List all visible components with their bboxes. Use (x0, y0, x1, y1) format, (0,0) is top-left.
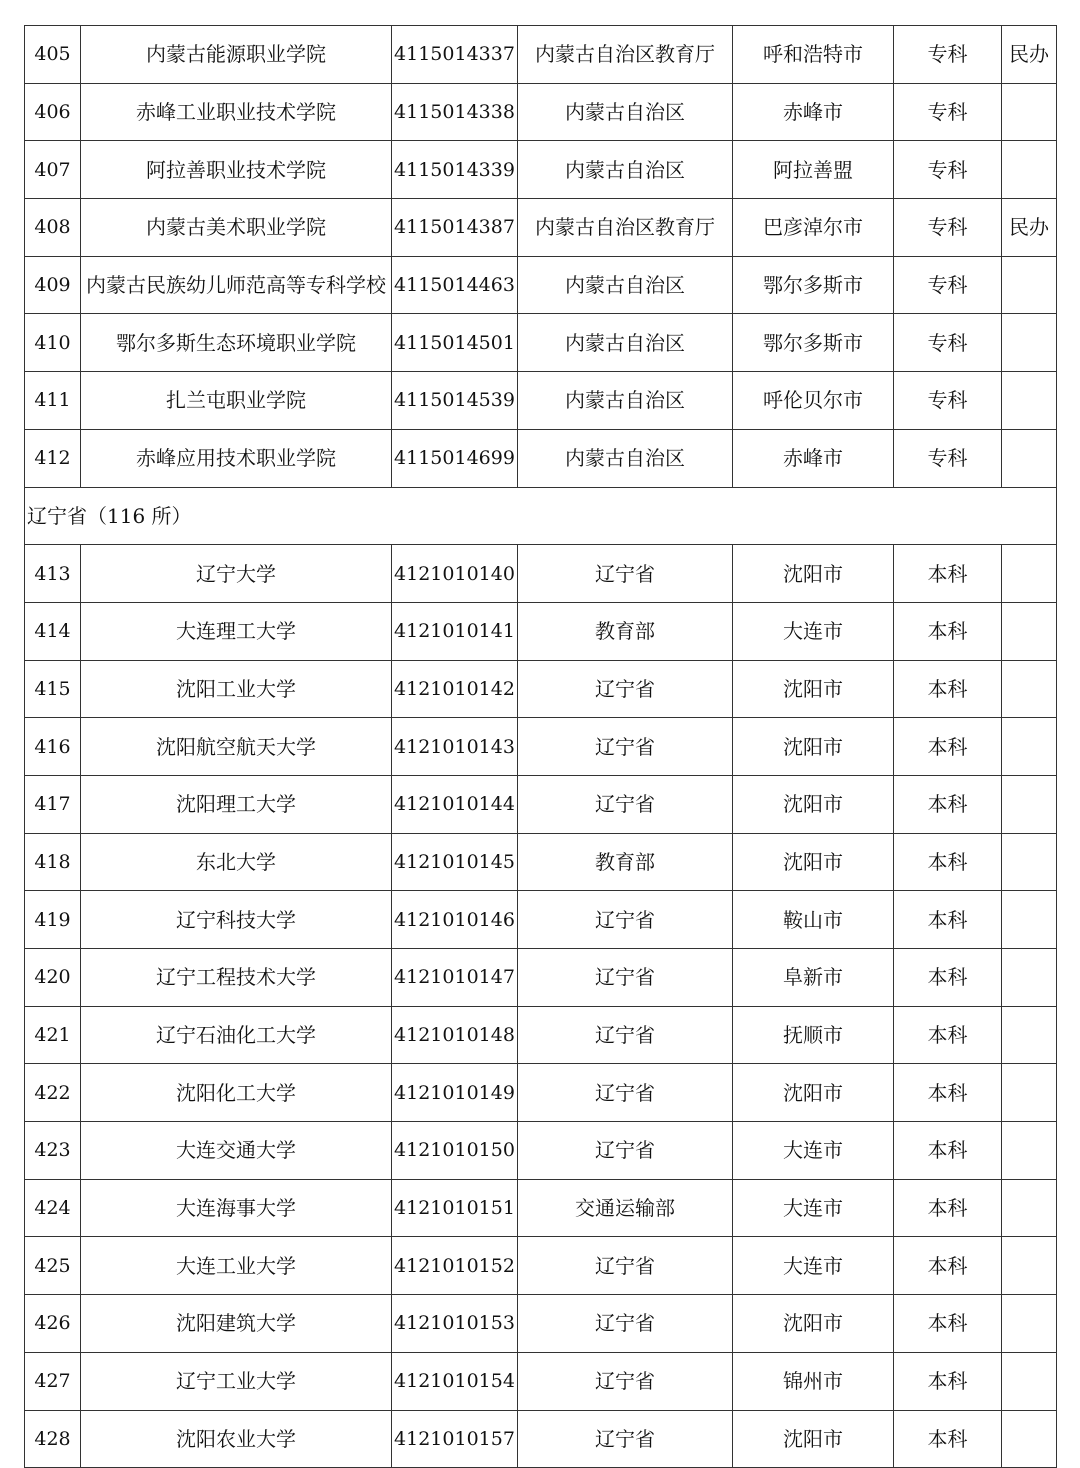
level-cell: 专科 (894, 141, 1002, 199)
school-code-cell: 4115014387 (392, 199, 518, 257)
location-cell: 鄂尔多斯市 (733, 314, 894, 372)
location-cell: 沈阳市 (733, 660, 894, 718)
level-cell: 专科 (894, 372, 1002, 430)
table-row (25, 372, 1057, 430)
authority-cell: 内蒙古自治区 (518, 429, 733, 487)
level-cell: 本科 (894, 602, 1002, 660)
row-index-cell: 424 (25, 1179, 81, 1237)
table-row (25, 83, 1057, 141)
row-index-cell: 419 (25, 891, 81, 949)
table-row (25, 256, 1057, 314)
row-index-cell: 410 (25, 314, 81, 372)
table-row (25, 718, 1057, 776)
school-name-cell: 鄂尔多斯生态环境职业学院 (81, 314, 392, 372)
location-cell: 沈阳市 (733, 1064, 894, 1122)
table-row (25, 775, 1057, 833)
level-cell: 本科 (894, 660, 1002, 718)
school-code-cell: 4121010149 (392, 1064, 518, 1122)
remark-cell (1002, 256, 1057, 314)
remark-cell: 民办 (1002, 199, 1057, 257)
row-index-cell: 425 (25, 1237, 81, 1295)
row-index-cell: 414 (25, 602, 81, 660)
location-cell: 沈阳市 (733, 1295, 894, 1353)
remark-cell (1002, 372, 1057, 430)
school-name-cell: 辽宁大学 (81, 545, 392, 603)
authority-cell: 辽宁省 (518, 891, 733, 949)
row-index-cell: 416 (25, 718, 81, 776)
authority-cell: 内蒙古自治区教育厅 (518, 199, 733, 257)
table-row (25, 891, 1057, 949)
school-code-cell: 4115014501 (392, 314, 518, 372)
school-name-cell: 沈阳工业大学 (81, 660, 392, 718)
level-cell: 本科 (894, 718, 1002, 776)
location-cell: 鞍山市 (733, 891, 894, 949)
school-name-cell: 沈阳航空航天大学 (81, 718, 392, 776)
remark-cell (1002, 1122, 1057, 1180)
authority-cell: 内蒙古自治区 (518, 256, 733, 314)
school-name-cell: 大连理工大学 (81, 602, 392, 660)
school-name-cell: 沈阳理工大学 (81, 775, 392, 833)
row-index-cell: 407 (25, 141, 81, 199)
school-code-cell: 4121010146 (392, 891, 518, 949)
level-cell: 专科 (894, 256, 1002, 314)
level-cell: 本科 (894, 1410, 1002, 1468)
school-code-cell: 4115014463 (392, 256, 518, 314)
school-code-cell: 4121010153 (392, 1295, 518, 1353)
remark-cell (1002, 141, 1057, 199)
authority-cell: 内蒙古自治区 (518, 141, 733, 199)
level-cell: 本科 (894, 545, 1002, 603)
row-index-cell: 406 (25, 83, 81, 141)
university-table (24, 25, 1057, 1468)
school-name-cell: 辽宁工业大学 (81, 1352, 392, 1410)
school-name-cell: 辽宁工程技术大学 (81, 949, 392, 1007)
school-name-cell: 沈阳建筑大学 (81, 1295, 392, 1353)
location-cell: 呼和浩特市 (733, 26, 894, 84)
authority-cell: 辽宁省 (518, 1006, 733, 1064)
authority-cell: 内蒙古自治区教育厅 (518, 26, 733, 84)
remark-cell (1002, 545, 1057, 603)
row-index-cell: 409 (25, 256, 81, 314)
remark-cell (1002, 1410, 1057, 1468)
province-header-row (25, 487, 1057, 545)
location-cell: 锦州市 (733, 1352, 894, 1410)
authority-cell: 辽宁省 (518, 1295, 733, 1353)
location-cell: 赤峰市 (733, 83, 894, 141)
school-code-cell: 4121010142 (392, 660, 518, 718)
remark-cell (1002, 1064, 1057, 1122)
authority-cell: 内蒙古自治区 (518, 372, 733, 430)
school-code-cell: 4121010151 (392, 1179, 518, 1237)
table-row (25, 429, 1057, 487)
table-row (25, 1179, 1057, 1237)
school-name-cell: 扎兰屯职业学院 (81, 372, 392, 430)
school-name-cell: 内蒙古民族幼儿师范高等专科学校 (81, 256, 392, 314)
level-cell: 本科 (894, 833, 1002, 891)
authority-cell: 内蒙古自治区 (518, 314, 733, 372)
level-cell: 本科 (894, 1179, 1002, 1237)
level-cell: 专科 (894, 83, 1002, 141)
authority-cell: 辽宁省 (518, 1410, 733, 1468)
location-cell: 沈阳市 (733, 1410, 894, 1468)
location-cell: 巴彦淖尔市 (733, 199, 894, 257)
remark-cell (1002, 891, 1057, 949)
row-index-cell: 405 (25, 26, 81, 84)
location-cell: 沈阳市 (733, 775, 894, 833)
row-index-cell: 412 (25, 429, 81, 487)
authority-cell: 辽宁省 (518, 718, 733, 776)
school-code-cell: 4121010157 (392, 1410, 518, 1468)
remark-cell (1002, 949, 1057, 1007)
school-name-cell: 赤峰应用技术职业学院 (81, 429, 392, 487)
table-row (25, 1295, 1057, 1353)
remark-cell (1002, 1179, 1057, 1237)
authority-cell: 辽宁省 (518, 1064, 733, 1122)
school-name-cell: 大连工业大学 (81, 1237, 392, 1295)
row-index-cell: 426 (25, 1295, 81, 1353)
school-code-cell: 4115014699 (392, 429, 518, 487)
row-index-cell: 422 (25, 1064, 81, 1122)
table-row (25, 1006, 1057, 1064)
location-cell: 大连市 (733, 1179, 894, 1237)
level-cell: 本科 (894, 1295, 1002, 1353)
level-cell: 本科 (894, 1237, 1002, 1295)
level-cell: 专科 (894, 199, 1002, 257)
row-index-cell: 415 (25, 660, 81, 718)
authority-cell: 辽宁省 (518, 1122, 733, 1180)
row-index-cell: 420 (25, 949, 81, 1007)
school-code-cell: 4115014337 (392, 26, 518, 84)
school-name-cell: 沈阳化工大学 (81, 1064, 392, 1122)
row-index-cell: 408 (25, 199, 81, 257)
row-index-cell: 418 (25, 833, 81, 891)
school-code-cell: 4115014338 (392, 83, 518, 141)
remark-cell (1002, 833, 1057, 891)
level-cell: 专科 (894, 314, 1002, 372)
location-cell: 阿拉善盟 (733, 141, 894, 199)
remark-cell: 民办 (1002, 26, 1057, 84)
remark-cell (1002, 775, 1057, 833)
location-cell: 阜新市 (733, 949, 894, 1007)
school-code-cell: 4121010152 (392, 1237, 518, 1295)
authority-cell: 辽宁省 (518, 949, 733, 1007)
row-index-cell: 417 (25, 775, 81, 833)
remark-cell (1002, 660, 1057, 718)
level-cell: 本科 (894, 891, 1002, 949)
remark-cell (1002, 1237, 1057, 1295)
location-cell: 大连市 (733, 602, 894, 660)
location-cell: 鄂尔多斯市 (733, 256, 894, 314)
level-cell: 本科 (894, 775, 1002, 833)
row-index-cell: 423 (25, 1122, 81, 1180)
authority-cell: 辽宁省 (518, 775, 733, 833)
table-row (25, 141, 1057, 199)
level-cell: 本科 (894, 1064, 1002, 1122)
school-name-cell: 赤峰工业职业技术学院 (81, 83, 392, 141)
remark-cell (1002, 83, 1057, 141)
table-row (25, 1064, 1057, 1122)
location-cell: 大连市 (733, 1122, 894, 1180)
authority-cell: 辽宁省 (518, 1352, 733, 1410)
table-body (25, 26, 1057, 1468)
school-code-cell: 4115014539 (392, 372, 518, 430)
table-row (25, 1352, 1057, 1410)
location-cell: 赤峰市 (733, 429, 894, 487)
school-name-cell: 大连交通大学 (81, 1122, 392, 1180)
table-row (25, 660, 1057, 718)
level-cell: 专科 (894, 26, 1002, 84)
remark-cell (1002, 314, 1057, 372)
school-name-cell: 辽宁科技大学 (81, 891, 392, 949)
school-code-cell: 4121010154 (392, 1352, 518, 1410)
row-index-cell: 413 (25, 545, 81, 603)
authority-cell: 教育部 (518, 833, 733, 891)
level-cell: 本科 (894, 1006, 1002, 1064)
table-row (25, 1237, 1057, 1295)
table-row (25, 949, 1057, 1007)
location-cell: 大连市 (733, 1237, 894, 1295)
authority-cell: 辽宁省 (518, 1237, 733, 1295)
remark-cell (1002, 429, 1057, 487)
table-row (25, 1122, 1057, 1180)
authority-cell: 内蒙古自治区 (518, 83, 733, 141)
remark-cell (1002, 718, 1057, 776)
level-cell: 本科 (894, 949, 1002, 1007)
table-row (25, 833, 1057, 891)
level-cell: 本科 (894, 1122, 1002, 1180)
level-cell: 本科 (894, 1352, 1002, 1410)
school-code-cell: 4115014339 (392, 141, 518, 199)
remark-cell (1002, 1352, 1057, 1410)
authority-cell: 辽宁省 (518, 545, 733, 603)
province-title: 辽宁省（116 所） (25, 487, 1057, 545)
row-index-cell: 411 (25, 372, 81, 430)
school-name-cell: 内蒙古能源职业学院 (81, 26, 392, 84)
table-row (25, 26, 1057, 84)
location-cell: 沈阳市 (733, 545, 894, 603)
table-row (25, 314, 1057, 372)
school-name-cell: 辽宁石油化工大学 (81, 1006, 392, 1064)
school-code-cell: 4121010141 (392, 602, 518, 660)
remark-cell (1002, 602, 1057, 660)
remark-cell (1002, 1006, 1057, 1064)
row-index-cell: 427 (25, 1352, 81, 1410)
school-name-cell: 东北大学 (81, 833, 392, 891)
school-name-cell: 内蒙古美术职业学院 (81, 199, 392, 257)
level-cell: 专科 (894, 429, 1002, 487)
school-code-cell: 4121010147 (392, 949, 518, 1007)
remark-cell (1002, 1295, 1057, 1353)
location-cell: 呼伦贝尔市 (733, 372, 894, 430)
authority-cell: 辽宁省 (518, 660, 733, 718)
school-name-cell: 阿拉善职业技术学院 (81, 141, 392, 199)
table-row (25, 545, 1057, 603)
school-code-cell: 4121010143 (392, 718, 518, 776)
location-cell: 沈阳市 (733, 718, 894, 776)
school-code-cell: 4121010144 (392, 775, 518, 833)
row-index-cell: 428 (25, 1410, 81, 1468)
row-index-cell: 421 (25, 1006, 81, 1064)
table-row (25, 199, 1057, 257)
location-cell: 抚顺市 (733, 1006, 894, 1064)
authority-cell: 交通运输部 (518, 1179, 733, 1237)
table-row (25, 1410, 1057, 1468)
school-name-cell: 大连海事大学 (81, 1179, 392, 1237)
school-code-cell: 4121010145 (392, 833, 518, 891)
school-code-cell: 4121010148 (392, 1006, 518, 1064)
school-name-cell: 沈阳农业大学 (81, 1410, 392, 1468)
table-row (25, 602, 1057, 660)
location-cell: 沈阳市 (733, 833, 894, 891)
school-code-cell: 4121010150 (392, 1122, 518, 1180)
authority-cell: 教育部 (518, 602, 733, 660)
school-code-cell: 4121010140 (392, 545, 518, 603)
